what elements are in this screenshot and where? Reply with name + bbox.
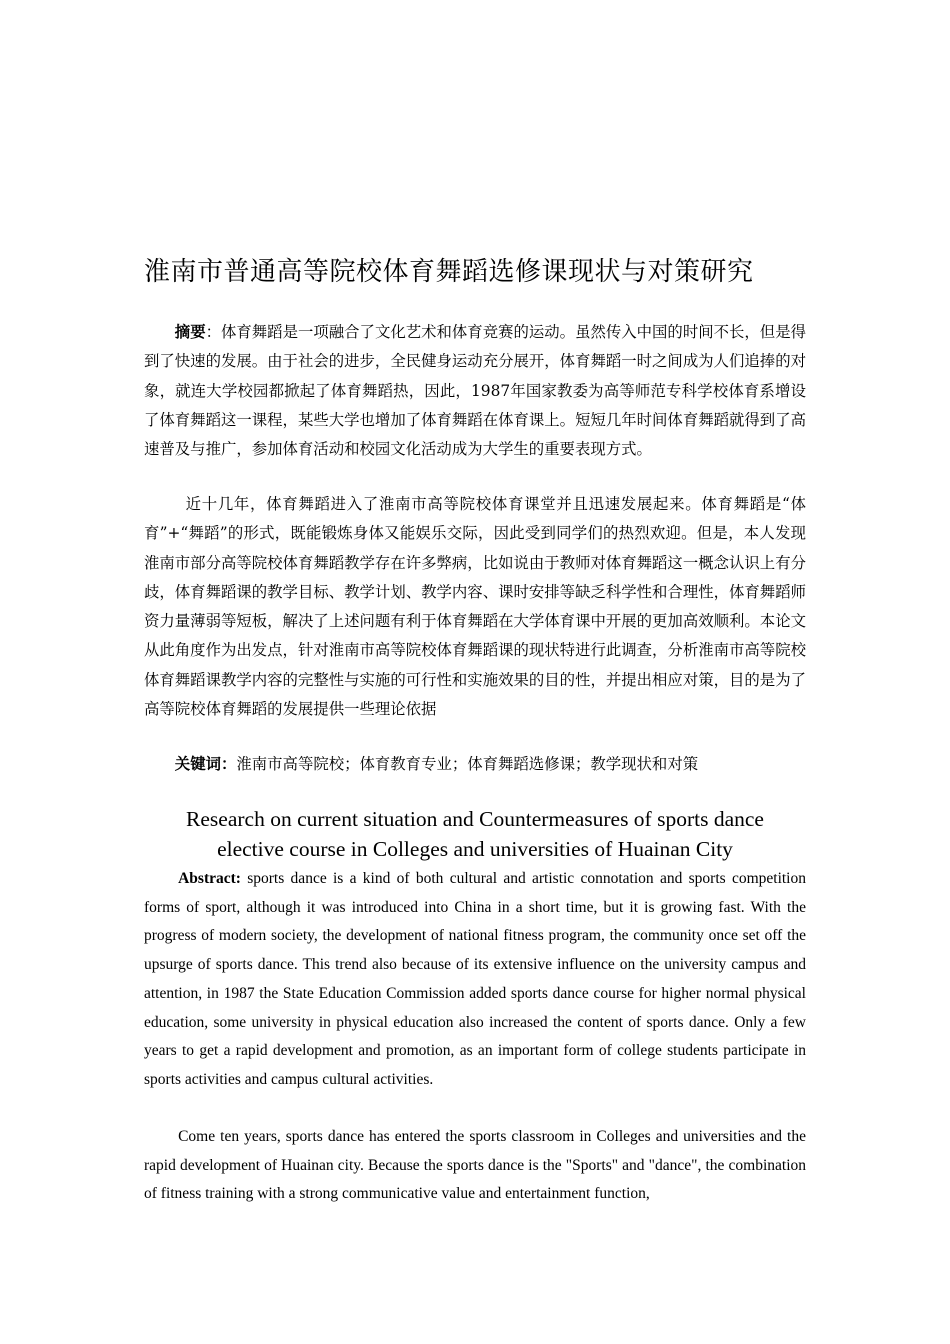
chinese-abstract-colon: ：: [205, 323, 221, 341]
chinese-abstract-label: 摘要: [174, 323, 206, 341]
english-paragraph-2: Come ten years, sports dance has entered the sports classroom in Colleges and universities and the rapid development of Huainan city. Because the sports dance is the "Sports" and "dance", the combination of fitness training with a strong communicative value and entertainment function,: [144, 1128, 806, 1203]
chinese-abstract-text: 体育舞蹈是一项融合了文化艺术和体育竞赛的运动。虽然传入中国的时间不长，但是得到了快速的发展。由于社会的进步，全民健身运动充分展开，体育舞蹈一时之间成为人们追捧的对象，就连大学校园都掀起了体育舞蹈热，因此，1987年国家教委为高等师范专科学校体育系增设了体育舞蹈这一课程，某些大学也增加了体育舞蹈在体育课上。短短几年时间体育舞蹈就得到了高速普及与推广，参加体育活动和校园文化活动成为大学生的重要表现方式。: [144, 323, 806, 459]
english-abstract-text: sports dance is a kind of both cultural and artistic connotation and sports competition forms of sport, although it was introduced into China in a short time, but it is growing fast. With the progress of modern society, the development of national fitness program, the community once set off the upsurge of sports dance. This trend also because of its extensive influence on the university campus and attention, in 1987 the State Education Commission added sports dance course for higher normal physical education, some university in physical education also increased the content of sports dance. Only a few years to get a rapid development and promotion, as an important form of college students participate in sports activities and campus cultural activities.: [144, 870, 806, 1088]
english-title: [144, 804, 806, 864]
chinese-title: 淮南市普通高等院校体育舞蹈选修课现状与对策研究: [144, 257, 754, 287]
chinese-keywords: [144, 750, 806, 779]
chinese-abstract: [144, 318, 806, 464]
chinese-keywords-text: 淮南市高等院校；体育教育专业；体育舞蹈选修课；教学现状和对策: [236, 755, 699, 773]
chinese-paragraph-2: 近十几年，体育舞蹈进入了淮南市高等院校体育课堂并且迅速发展起来。体育舞蹈是“体育”+“舞蹈”的形式，既能锻炼身体又能娱乐交际，因此受到同学们的热烈欢迎。但是，本人发现淮南市部分高等院校体育舞蹈教学存在许多弊病，比如说由于教师对体育舞蹈这一概念认识上有分歧，体育舞蹈课的教学目标、教学计划、教学内容、课时安排等缺乏科学性和合理性，体育舞蹈师资力量薄弱等短板，解决了上述问题有利于体育舞蹈在大学体育课中开展的更加高效顺利。本论文从此角度作为出发点，针对淮南市高等院校体育舞蹈课的现状特进行此调查，分析淮南市高等院校体育舞蹈课教学内容的完整性与实施的可行性和实施效果的目的性，并提出相应对策，目的是为了高等院校体育舞蹈的发展提供一些理论依据: [144, 495, 806, 719]
english-abstract-label: Abstract:: [178, 870, 241, 887]
english-title-line-1: Research on current situation and Countermeasures of sports dance: [186, 807, 764, 831]
chinese-keywords-label: 关键词：: [174, 755, 237, 773]
english-title-line-2: elective course in Colleges and universities of Huainan City: [217, 837, 733, 861]
english-abstract: [144, 865, 806, 1095]
